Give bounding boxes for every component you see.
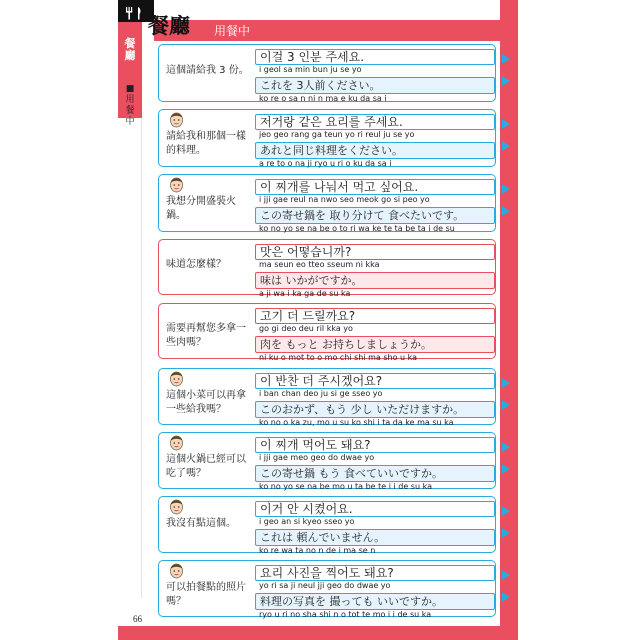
phrase-translations — [255, 49, 495, 104]
korean-romanization: jeo geo rang ga teun yo ri reul ju se yo — [259, 130, 415, 139]
play-audio-arrow-icon[interactable] — [502, 271, 518, 281]
phrase-card-left — [159, 369, 254, 424]
side-tab-sublabel: ■用餐中 — [125, 84, 135, 127]
phrase-card-left — [159, 561, 254, 616]
play-audio-arrow-icon[interactable] — [502, 506, 518, 516]
play-audio-arrow-icon[interactable] — [502, 184, 518, 194]
korean-romanization: go gi deo deu ril kka yo — [259, 324, 353, 333]
korean-phrase: 이 찌개를 나눠서 먹고 싶어요. — [255, 179, 495, 195]
chinese-phrase: 味道怎麼樣？ — [166, 259, 226, 270]
korean-romanization: i jji gae meo geo do dwae yo — [259, 453, 375, 462]
japanese-phrase: この寄せ鍋 もう 食べていいですか。 — [255, 465, 495, 482]
play-audio-arrow-icon[interactable] — [502, 442, 518, 452]
phrase-translations — [255, 565, 495, 620]
korean-phrase: 맛은 어떻습니까? — [255, 244, 495, 260]
person-avatar-icon — [169, 561, 184, 579]
phrase-card-left — [159, 433, 254, 488]
page-title: 餐廳 — [148, 14, 190, 38]
phrase-translations — [255, 373, 495, 428]
japanese-phrase: この寄せ鍋を 取り分けて 食べたいです。 — [255, 207, 495, 224]
japanese-phrase: 味は いかがですか。 — [255, 272, 495, 289]
japanese-romanization: ryo u ri no sha shi n o tot te mo i i de su ka — [259, 610, 432, 619]
phrase-card — [158, 432, 496, 489]
play-audio-arrow-icon[interactable] — [502, 313, 518, 323]
korean-phrase: 이 찌개 먹어도 돼요? — [255, 437, 495, 453]
chinese-phrase: 這個請給我 3 份。 — [166, 65, 249, 76]
chinese-phrase: 請給我和那個一樣的料理。 — [166, 131, 246, 156]
japanese-phrase: これを 3人前ください。 — [255, 77, 495, 94]
japanese-phrase: あれと同じ料理をください。 — [255, 142, 495, 159]
korean-phrase: 이걸 3 인분 주세요. — [255, 49, 495, 65]
phrase-card-left — [159, 304, 254, 358]
chinese-phrase: 我想分開盛裝火鍋。 — [166, 196, 236, 221]
korean-romanization: ma seun eo tteo sseum ni kka — [259, 260, 380, 269]
person-avatar-icon — [169, 369, 184, 387]
person-avatar-icon — [169, 175, 184, 193]
japanese-romanization: ko re wa ta no n de i ma se n — [259, 546, 376, 555]
phrase-card-left — [159, 497, 254, 552]
japanese-romanization: a ji wa i ka ga de su ka — [259, 289, 351, 298]
chinese-phrase: 可以拍餐點的照片嗎？ — [166, 582, 246, 607]
japanese-romanization: ni ku o mot to o mo chi shi ma sho u ka — [259, 353, 418, 362]
korean-romanization: yo ri sa ji neul jji geo do dwae yo — [259, 581, 391, 590]
fork-knife-icon — [124, 6, 148, 20]
person-avatar-icon — [169, 433, 184, 451]
chinese-phrase: 需要再幫您多拿一些肉嗎？ — [166, 323, 246, 348]
phrase-translations — [255, 179, 495, 234]
phrase-card — [158, 303, 496, 362]
japanese-phrase: これは 頼んでいません。 — [255, 529, 495, 546]
japanese-phrase: 肉を もっと お持ちしましょうか。 — [255, 336, 495, 353]
japanese-phrase: 料理の写真を 撮っても いいですか。 — [255, 593, 495, 610]
person-avatar-icon — [169, 110, 184, 128]
korean-phrase: 고기 더 드릴까요? — [255, 308, 495, 324]
japanese-romanization: ko no yo se na be mo u ta be te i i de su ka — [259, 482, 432, 491]
chinese-phrase: 這個小菜可以再拿一些給我嗎？ — [166, 390, 246, 415]
phrase-card-left — [159, 240, 254, 294]
korean-phrase: 요리 사진을 찍어도 돼요? — [255, 565, 495, 581]
play-audio-arrow-icon[interactable] — [502, 378, 518, 388]
phrase-translations — [255, 437, 495, 492]
phrase-card-left — [159, 110, 254, 166]
korean-phrase: 이 반찬 더 주시겠어요? — [255, 373, 495, 389]
play-audio-arrow-icon[interactable] — [502, 464, 518, 474]
play-audio-arrow-icon[interactable] — [502, 570, 518, 580]
japanese-phrase: このおかず、もう 少し いただけますか。 — [255, 401, 495, 418]
korean-romanization: i jji gae reul na nwo seo meok go si peo yo — [259, 195, 430, 204]
phrase-card — [158, 239, 496, 298]
play-audio-arrow-icon[interactable] — [502, 400, 518, 410]
side-tab-label: 餐廳 — [124, 37, 136, 62]
phrase-card — [158, 368, 496, 425]
korean-romanization: i geo an si kyeo sseo yo — [259, 517, 355, 526]
phrase-card — [158, 44, 496, 102]
phrase-card — [158, 109, 496, 167]
japanese-romanization: a re to o na ji ryo u ri o ku da sa i — [259, 159, 392, 168]
play-audio-arrow-icon[interactable] — [502, 76, 518, 86]
play-audio-arrow-icon[interactable] — [502, 206, 518, 216]
play-audio-arrow-icon[interactable] — [502, 119, 518, 129]
play-audio-arrow-icon[interactable] — [502, 249, 518, 259]
side-divider — [141, 118, 142, 598]
phrase-translations — [255, 244, 495, 299]
phrase-card — [158, 174, 496, 232]
chinese-phrase: 我沒有點這個。 — [166, 518, 236, 529]
person-avatar-icon — [169, 497, 184, 515]
play-audio-arrow-icon[interactable] — [502, 141, 518, 151]
play-audio-arrow-icon[interactable] — [502, 335, 518, 345]
phrase-card-left — [159, 175, 254, 231]
header-bar — [154, 20, 500, 41]
chinese-phrase: 這個火鍋已經可以吃了嗎？ — [166, 454, 246, 479]
play-audio-arrow-icon[interactable] — [502, 528, 518, 538]
phrase-translations — [255, 501, 495, 556]
phrase-card-left — [159, 45, 254, 101]
phrase-card — [158, 496, 496, 553]
korean-phrase: 저거랑 같은 요리를 주세요. — [255, 114, 495, 130]
play-audio-arrow-icon[interactable] — [502, 54, 518, 64]
phrase-translations — [255, 308, 495, 363]
play-audio-arrow-icon[interactable] — [502, 592, 518, 602]
phrase-card — [158, 560, 496, 617]
korean-romanization: i ban chan deo ju si ge sseo yo — [259, 389, 383, 398]
page-number: 66 — [133, 614, 142, 624]
korean-phrase: 이거 안 시켰어요. — [255, 501, 495, 517]
phrase-translations — [255, 114, 495, 169]
korean-romanization: i geol sa min bun ju se yo — [259, 65, 362, 74]
japanese-romanization: ko re o sa n ni n ma e ku da sa i — [259, 94, 387, 103]
page-subtitle: 用餐中 — [214, 24, 251, 38]
bottom-strip — [118, 626, 518, 640]
japanese-romanization: ko no yo se na be o to ri wa ke te ta be ta i de su — [259, 224, 455, 233]
japanese-romanization: ko no o ka zu, mo u su ko shi i ta da ke ma su ka — [259, 418, 454, 427]
